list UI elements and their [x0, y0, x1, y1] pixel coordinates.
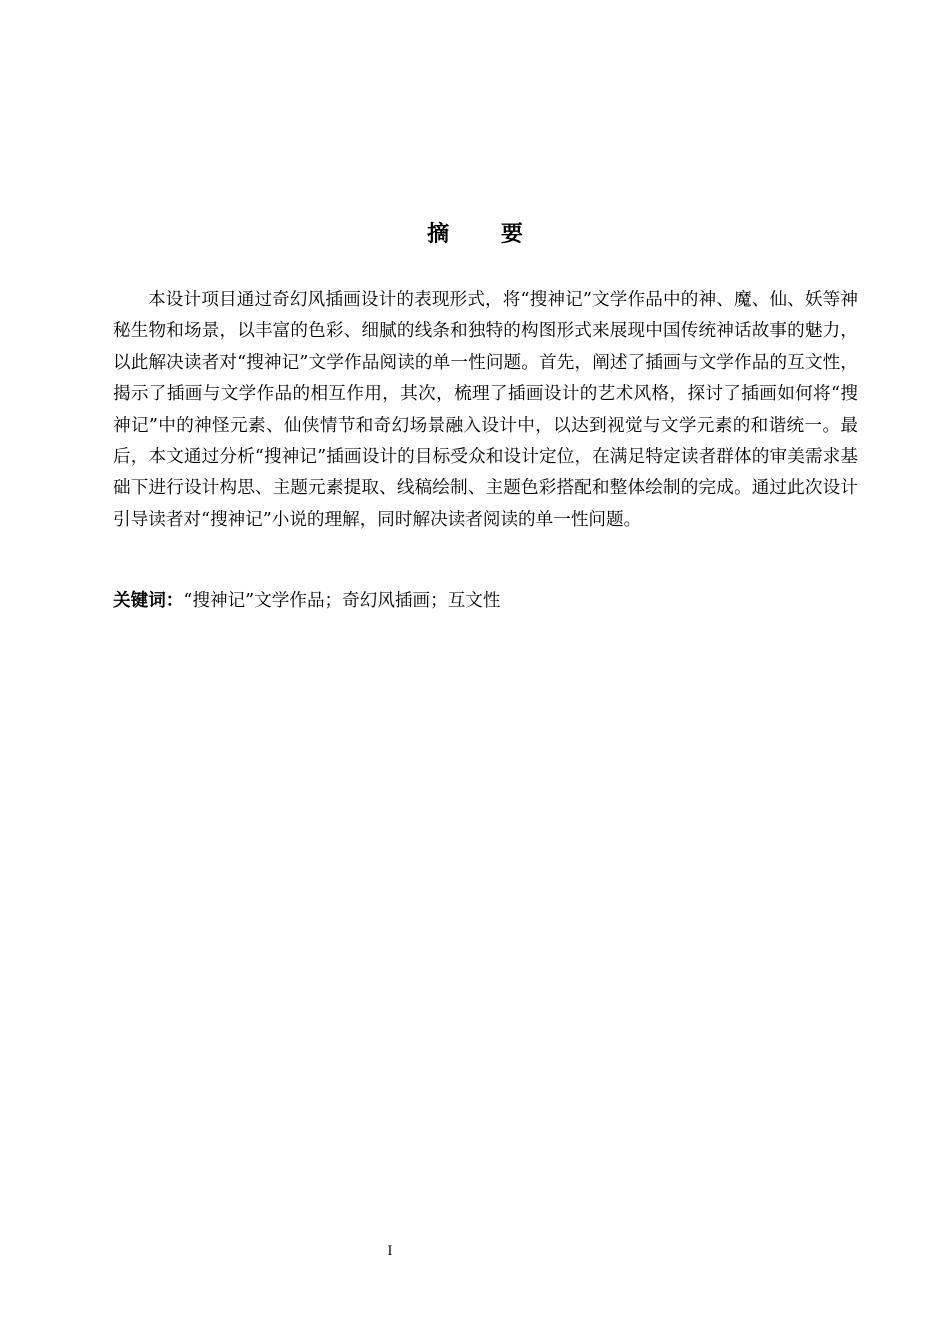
page-title: 摘 要 [427, 222, 545, 247]
page-number: I [387, 1244, 393, 1259]
keywords-line [113, 586, 858, 617]
abstract-paragraph: 本设计项目通过奇幻风插画设计的表现形式，将“搜神记”文学作品中的神、魔、仙、妖等神秘生物和场景，以丰富的色彩、细腻的线条和独特的构图形式来展现中国传统神话故事的魅力，以此解决读者对“搜神记”文学作品阅读的单一性问题。首先，阐述了插画与文学作品的互文性，揭示了插画与文学作品的相互作用，其次，梳理了插画设计的艺术风格，探讨了插画如何将“搜神记”中的神怪元素、仙侠情节和奇幻场景融入设计中，以达到视觉与文学元素的和谐统一。最后，本文通过分析“搜神记”插画设计的目标受众和设计定位，在满足特定读者群体的审美需求基础下进行设计构思、主题元素提取、线稿绘制、主题色彩搭配和整体绘制的完成。通过此次设计引导读者对“搜神记”小说的理解，同时解决读者阅读的单一性问题。 [113, 290, 858, 530]
keywords-label: 关键词： [113, 591, 184, 611]
keywords-text: “搜神记”文学作品；奇幻风插画；互文性 [183, 591, 501, 611]
